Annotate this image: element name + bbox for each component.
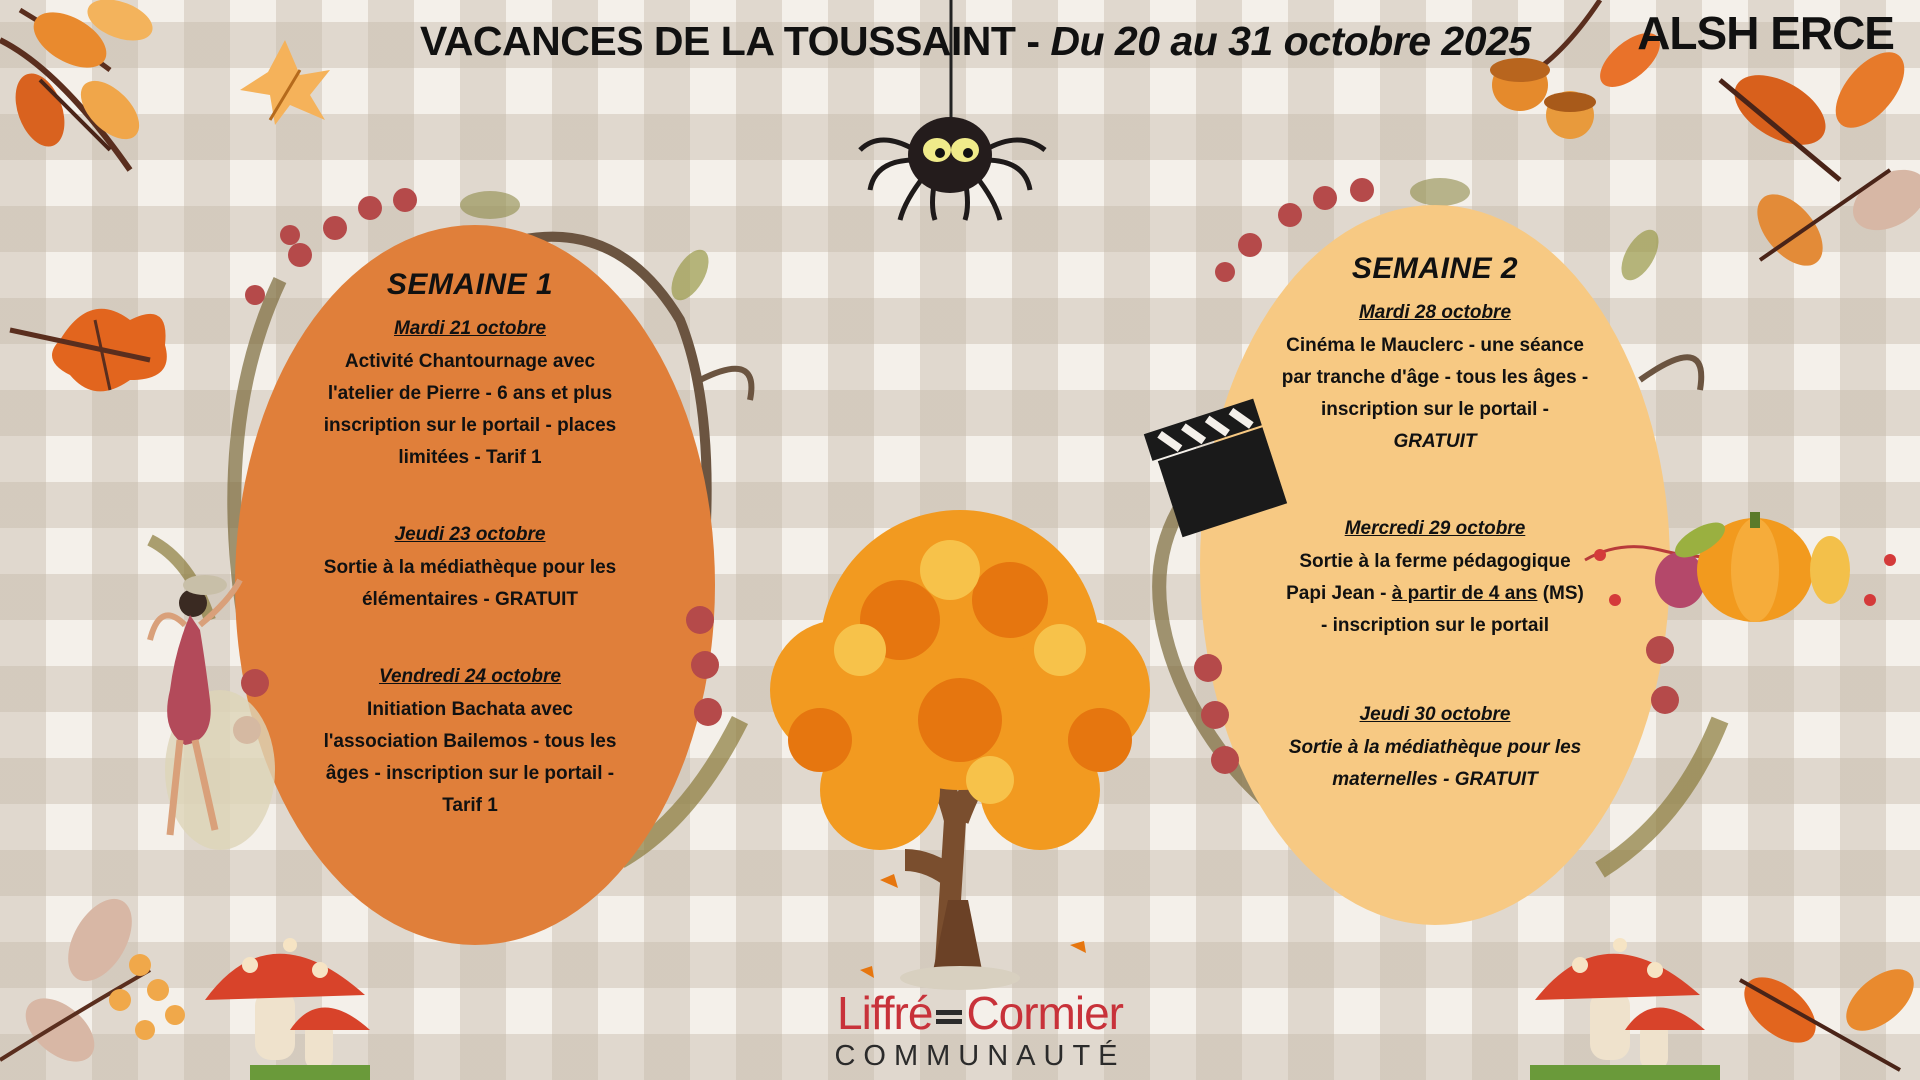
title-main: VACANCES DE LA TOUSSAINT [420, 18, 1016, 64]
event-date: Jeudi 23 octobre [394, 524, 546, 545]
week2-title: SEMAINE 2 [1351, 252, 1519, 285]
centre-name: ALSH ERCE [1637, 7, 1894, 59]
title-separator: - [1015, 18, 1051, 64]
event-line: Activité Chantournage avec [344, 351, 596, 372]
logo-text-left: Liffré [837, 987, 933, 1039]
event-line: Sortie à la ferme pédagogique [1299, 551, 1571, 572]
mushroom-left [205, 938, 370, 1080]
age-requirement: à partir de 4 ans [1391, 583, 1538, 604]
event-line-part: (MS) [1537, 583, 1584, 604]
event-line: maternelles - GRATUIT [1332, 769, 1538, 790]
logo-wordmark [810, 987, 1150, 1039]
week1-title: SEMAINE 1 [386, 268, 554, 301]
mushroom-right [1530, 938, 1720, 1080]
title-dates: Du 20 au 31 octobre 2025 [1050, 18, 1531, 64]
event-line: GRATUIT [1393, 431, 1477, 452]
event-line: Tarif 1 [442, 795, 498, 816]
event-line: l'atelier de Pierre - 6 ans et plus [327, 383, 613, 404]
event-line: par tranche d'âge - tous les âges - [1281, 367, 1589, 388]
logo-subtitle: COMMUNAUTÉ [834, 1040, 1126, 1072]
event-line: âges - inscription sur le portail - [325, 763, 615, 784]
event-date: Vendredi 24 octobre [379, 666, 561, 687]
autumn-tree-illustration [770, 510, 1150, 990]
event-line: inscription sur le portail - places [323, 415, 617, 436]
event-line: Initiation Bachata avec [367, 699, 573, 720]
logo-text-right: Cormier [966, 987, 1123, 1039]
event-line: l'association Bailemos - tous les [323, 731, 617, 752]
event-line-part: Papi Jean - [1286, 583, 1392, 604]
event-line: limitées - Tarif 1 [398, 447, 542, 468]
event-date: Mardi 21 octobre [393, 318, 547, 339]
event-line: Cinéma le Mauclerc - une séance [1286, 335, 1584, 356]
berry-branch-bottom-left [0, 888, 185, 1074]
clapperboard-icon [1144, 399, 1287, 539]
event-line: Sortie à la médiathèque pour les [323, 557, 617, 578]
event-date: Jeudi 30 octobre [1359, 704, 1511, 725]
event-date: Mardi 28 octobre [1358, 302, 1512, 323]
logo-equals-icon [936, 1010, 962, 1024]
liffre-cormier-logo [810, 987, 1150, 1073]
dancer-illustration [150, 575, 275, 850]
event-date: Mercredi 29 octobre [1344, 518, 1526, 539]
event-line: élémentaires - GRATUIT [361, 589, 579, 610]
event-line: inscription sur le portail - [1320, 399, 1550, 420]
event-line: - inscription sur le portail [1320, 615, 1550, 636]
pumpkin-decoration [1585, 512, 1896, 622]
autumn-branch-bottom-right [1732, 957, 1920, 1070]
event-line: Sortie à la médiathèque pour les [1288, 737, 1582, 758]
